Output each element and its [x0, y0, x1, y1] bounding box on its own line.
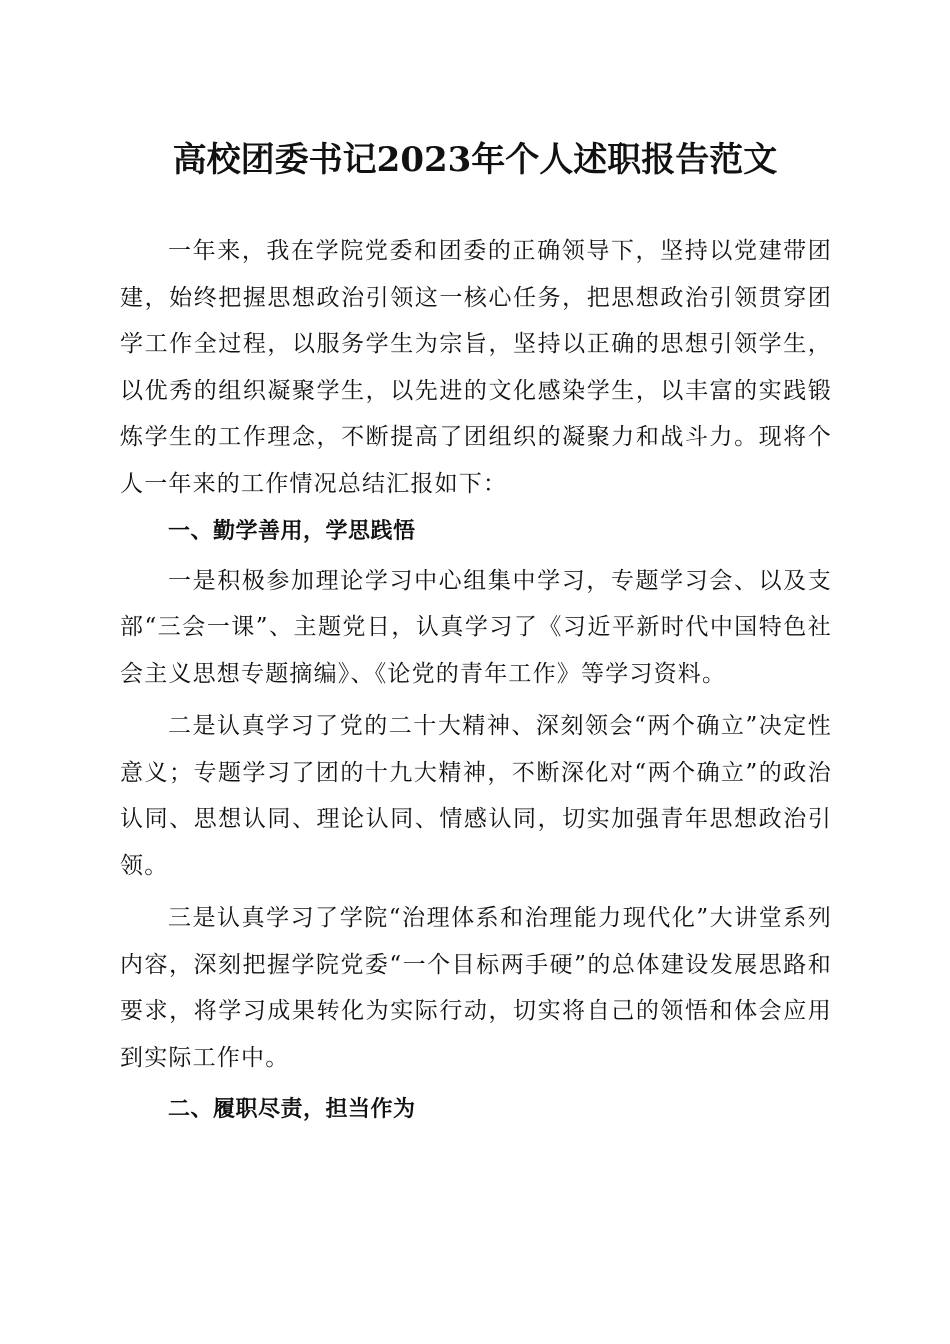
section1-item-1: 一是积极参加理论学习中心组集中学习，专题学习会、以及支部“三会一课”、主题党日，认真学习了《习近平新时代中国特色社会主义思想专题摘编》、《论党的青年工作》等学习资料。 [120, 567, 832, 687]
section1-item-2: 二是认真学习了党的二十大精神、深刻领会“两个确立”决定性意义；专题学习了团的十九大精神，不断深化对“两个确立”的政治认同、思想认同、理论认同、情感认同，切实加强青年思想政治引领。 [120, 713, 832, 879]
section1-item-3: 三是认真学习了学院“治理体系和治理能力现代化”大讲堂系列内容，深刻把握学院党委“一个目标两手硬”的总体建设发展思路和要求，将学习成果转化为实际行动，切实将自己的领悟和体会应用到实际工作中。 [120, 905, 832, 1071]
section-heading-2: 二、履职尽责，担当作为 [168, 1097, 416, 1122]
section-heading-1: 一、勤学善用，学思践悟 [168, 519, 416, 544]
document-title: 高校团委书记2023年个人述职报告范文 [172, 140, 778, 180]
intro-paragraph: 一年来，我在学院党委和团委的正确领导下，坚持以党建带团建，始终把握思想政治引领这一核心任务，把思想政治引领贯穿团学工作全过程，以服务学生为宗旨，坚持以正确的思想引领学生，以优秀的组织凝聚学生，以先进的文化感染学生，以丰富的实践锻炼学生的工作理念，不断提高了团组织的凝聚力和战斗力。现将个人一年来的工作情况总结汇报如下： [120, 238, 832, 497]
document-body [120, 228, 832, 1134]
